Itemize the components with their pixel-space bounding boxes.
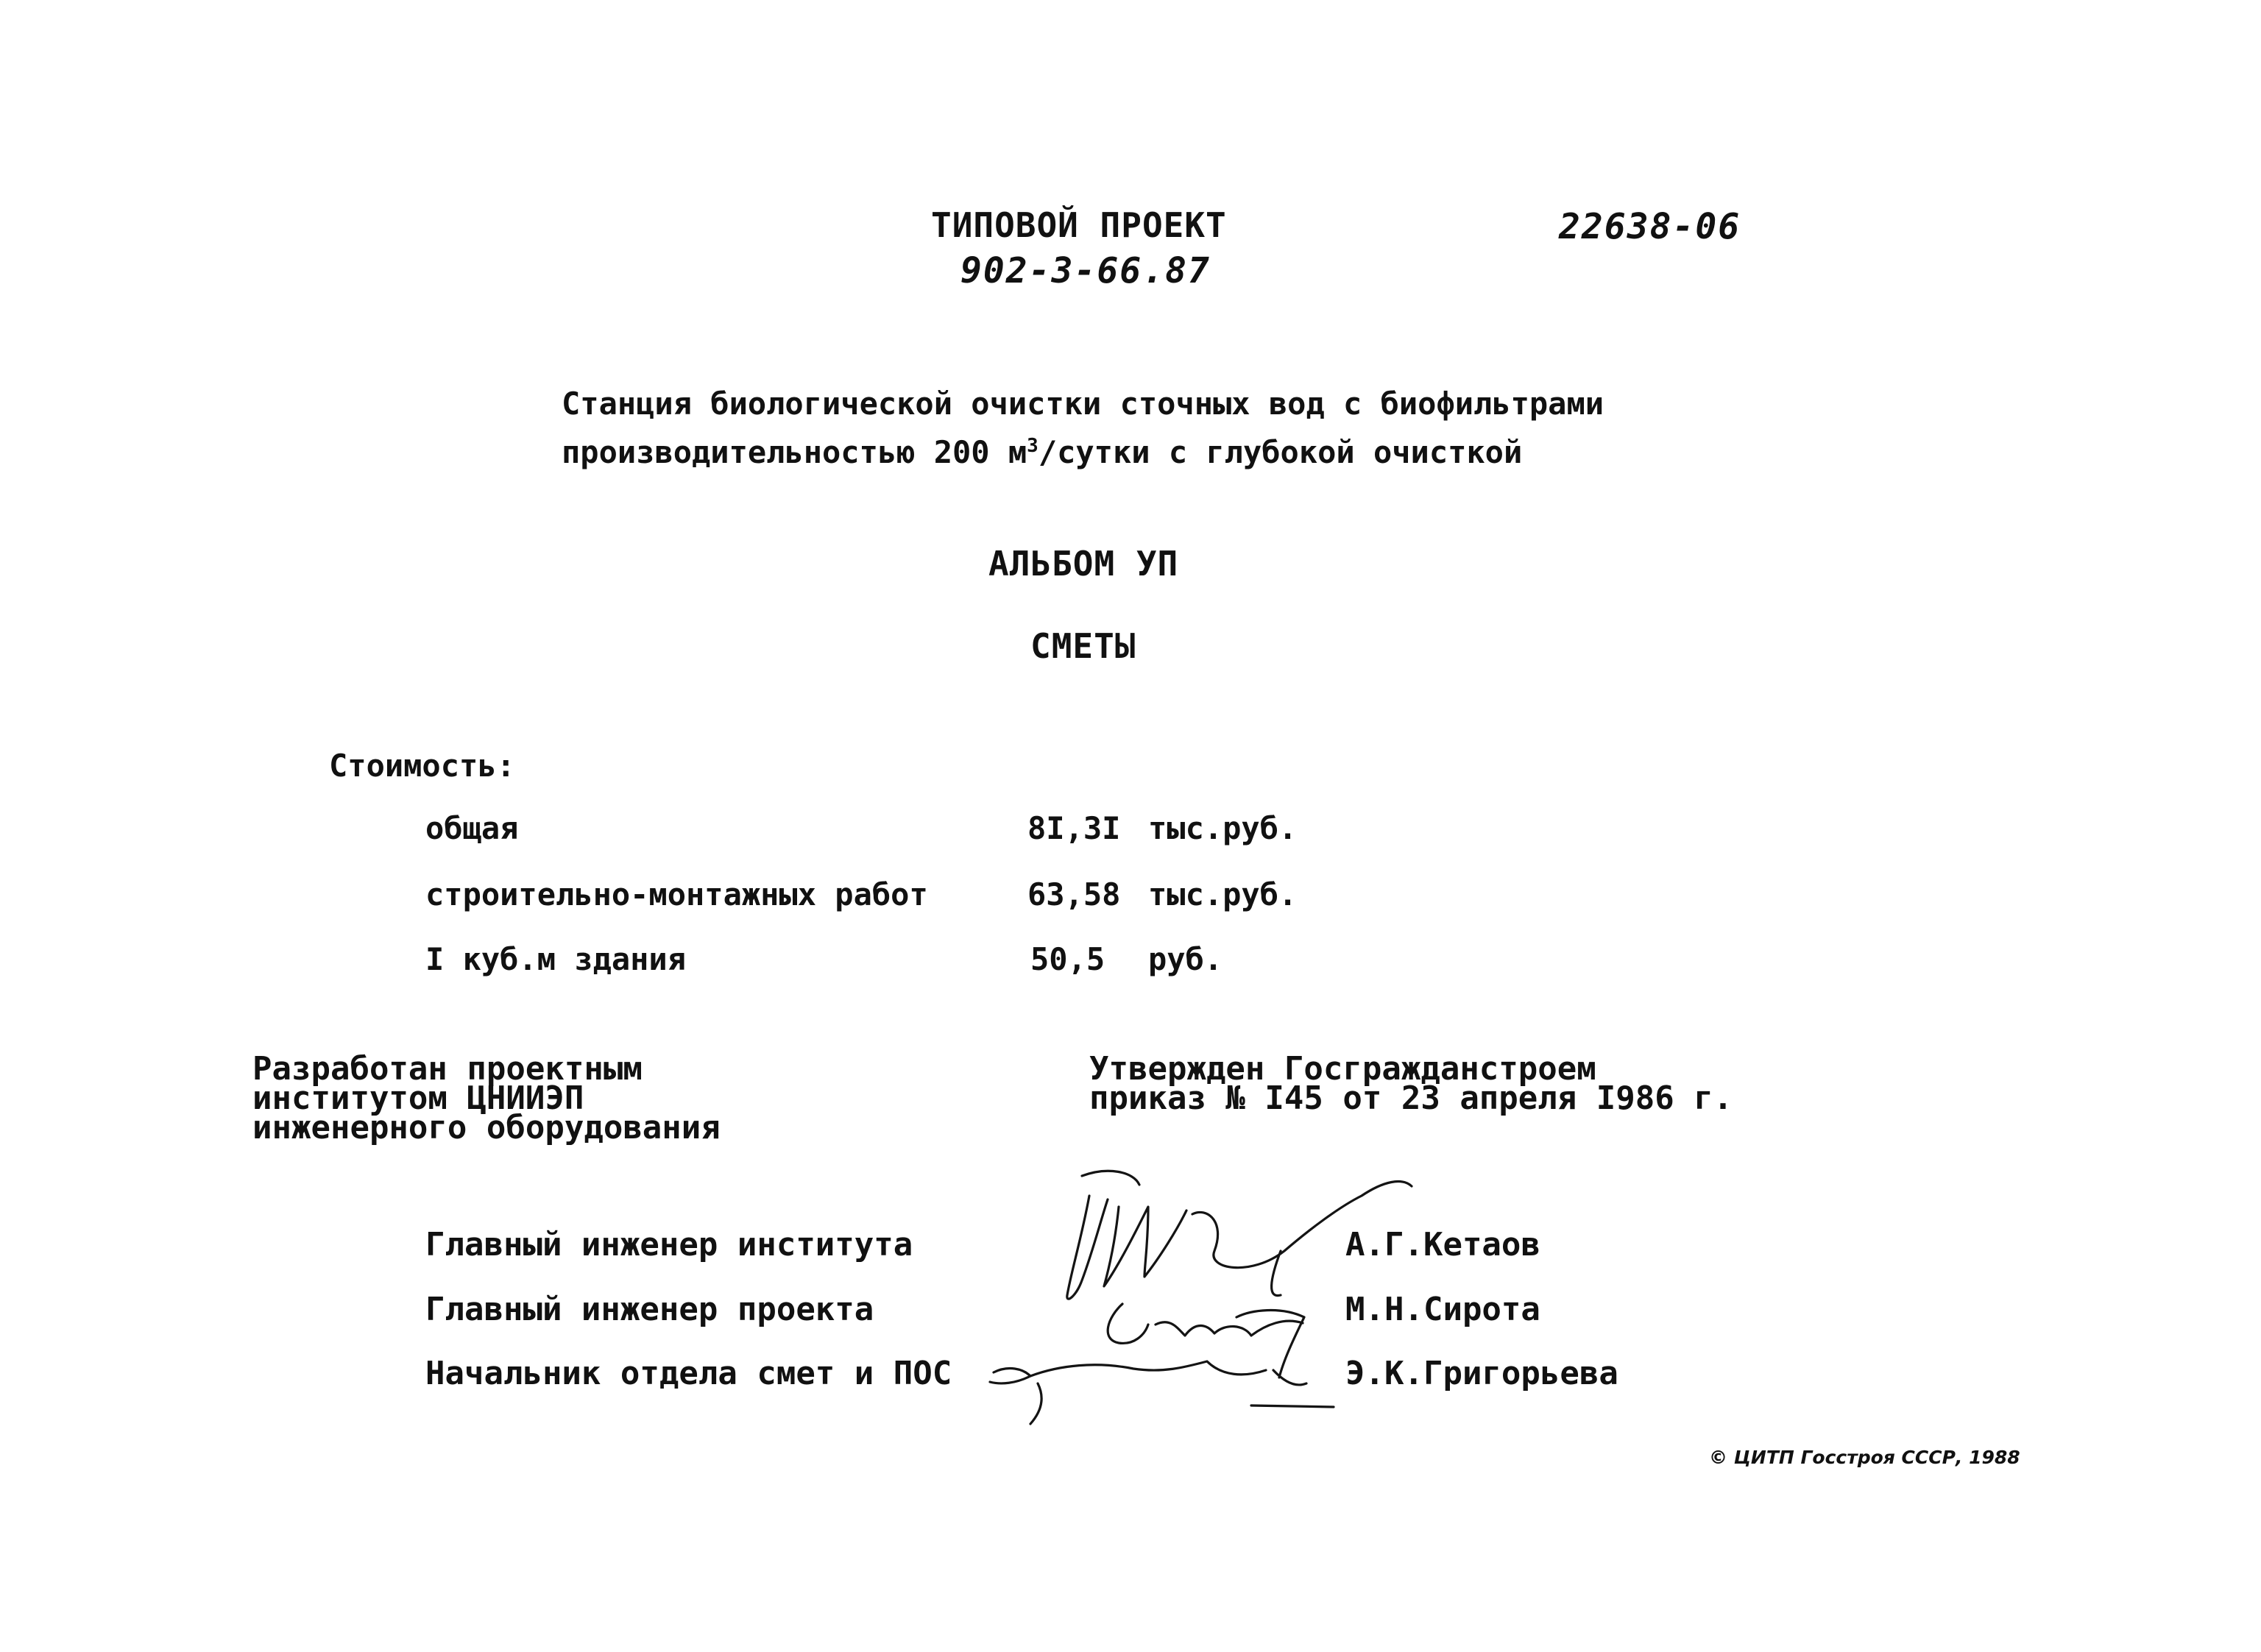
developer-line-3: инженерного оборудования — [252, 1109, 721, 1146]
cost-label-construction: строительно-монтажных работ — [425, 876, 928, 912]
cubic-superscript: 3 — [1027, 435, 1038, 457]
cost-unit-construction: тыс.руб. — [1148, 876, 1298, 912]
album-section: СМЕТЫ — [1030, 626, 1136, 666]
document-title: ТИПОВОЙ ПРОЕКТ — [931, 205, 1227, 245]
signature-chief-engineer-institute — [1067, 1171, 1412, 1299]
copyright-notice: © ЦИТП Госстроя СССР, 1988 — [1709, 1447, 2020, 1468]
album-label: АЛЬБОМ УП — [988, 544, 1179, 584]
signatory-position-2: Главный инженер проекта — [425, 1291, 874, 1328]
developer-line-2: институтом ЦНИИЭП — [252, 1080, 584, 1117]
cost-heading: Стоимость: — [329, 748, 515, 784]
signatory-name-1: А.Г.Кетаов — [1345, 1226, 1540, 1263]
cost-value-per-cubic-meter: 50,5 — [1030, 941, 1105, 977]
signatory-name-3: Э.К.Григорьева — [1345, 1355, 1618, 1392]
signatory-name-2: М.Н.Сирота — [1345, 1291, 1540, 1328]
subject-line-2-prefix: производительностью 200 м — [562, 434, 1027, 470]
approval-line-2: приказ № I45 от 23 апреля I986 г. — [1089, 1080, 1733, 1117]
cost-unit-total: тыс.руб. — [1148, 810, 1298, 846]
cost-value-total: 8I,3I — [1027, 810, 1121, 846]
developer-line-1: Разработан проектным — [252, 1050, 643, 1088]
subject-line-1: Станция биологической очистки сточных вод с биофильтрами — [562, 386, 1604, 422]
cost-label-total: общая — [425, 810, 519, 846]
subject-line-2-suffix: /сутки с глубокой очисткой — [1038, 434, 1523, 470]
approval-line-1: Утвержден Госгражданстроем — [1089, 1050, 1596, 1088]
signature-chief-engineer-project — [1108, 1304, 1304, 1378]
cost-unit-per-cubic-meter: руб. — [1148, 941, 1223, 977]
cost-value-construction: 63,58 — [1027, 876, 1121, 912]
signatory-position-3: Начальник отдела смет и ПОС — [425, 1355, 952, 1392]
project-number: 902-3-66.87 — [960, 250, 1211, 291]
signatory-position-1: Главный инженер института — [425, 1226, 913, 1263]
inventory-number: 22638-06 — [1559, 206, 1741, 247]
cost-label-per-cubic-meter: I куб.м здания — [425, 941, 687, 977]
